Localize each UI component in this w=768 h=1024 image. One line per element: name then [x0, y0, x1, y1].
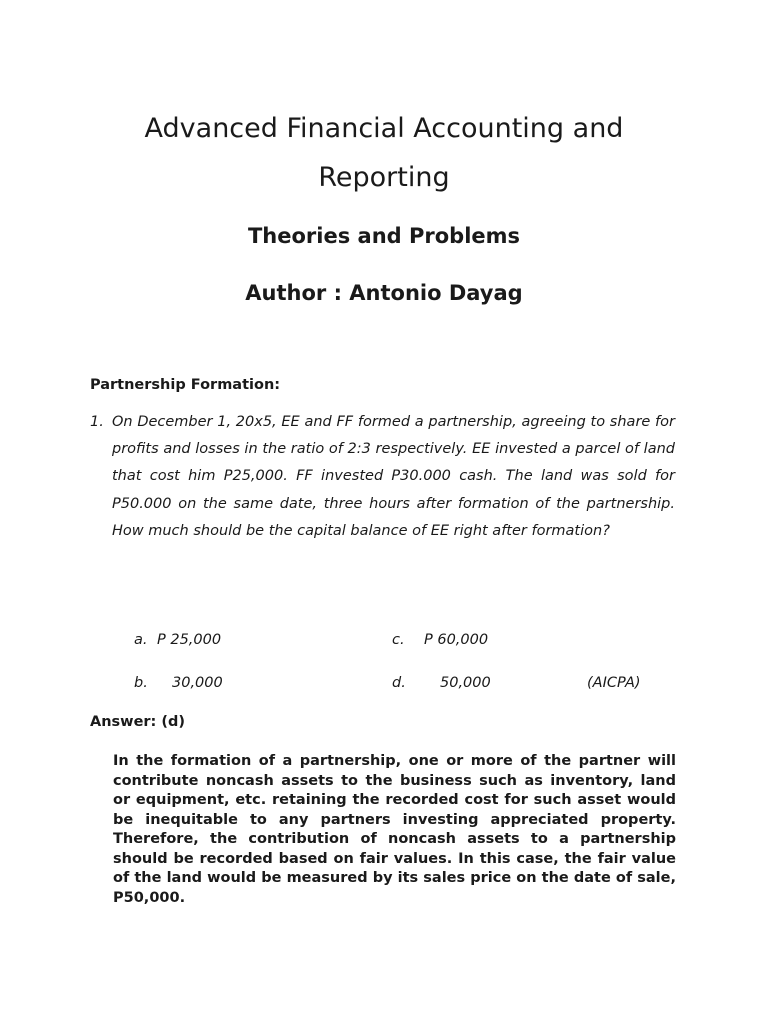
question-item [90, 409, 675, 545]
document-author: Author : Antonio Dayag [245, 281, 523, 305]
section-heading: Partnership Formation: [90, 377, 281, 393]
answer-explanation: In the formation of a partnership, one or more of the partner will contribute noncash assets to the business such as inventory, land or equipment, etc. retaining the recorded cost for such asset would be inequitable to any partners investing appreciated property. Therefore, the contribution of noncash assets to a partnership should be recorded based on fair values. In this case, the fair value of the land would be measured by its sales price on the date of sale, P50,000. [113, 753, 676, 906]
question-source: (AICPA) [587, 675, 641, 691]
choice-d-letter: d. [392, 675, 406, 691]
choice-a-value: P 25,000 [157, 632, 222, 648]
document-title: Advanced Financial Accounting and Reporting [144, 113, 624, 193]
choice-a-letter: a. [134, 632, 148, 648]
choice-b-value: 30,000 [172, 675, 223, 691]
choice-d-value: 50,000 [440, 675, 491, 691]
question-number: 1. [90, 414, 104, 430]
answer-label: Answer: (d) [90, 714, 186, 730]
choice-c-value: P 60,000 [424, 632, 489, 648]
choice-c-letter: c. [392, 632, 405, 648]
choice-b-letter: b. [134, 675, 148, 691]
document-subtitle: Theories and Problems [247, 224, 521, 248]
question-text: On December 1, 20x5, EE and FF formed a partnership, agreeing to share for profits and losses in the ratio of 2:3 respectively. EE invested a parcel of land that cost him P25,000. FF invested P30.000 cash. The land was sold for P50.000 on the same date, three hours after formation of the partnership. How much should be the capital balance of EE right after formation? [112, 414, 675, 539]
